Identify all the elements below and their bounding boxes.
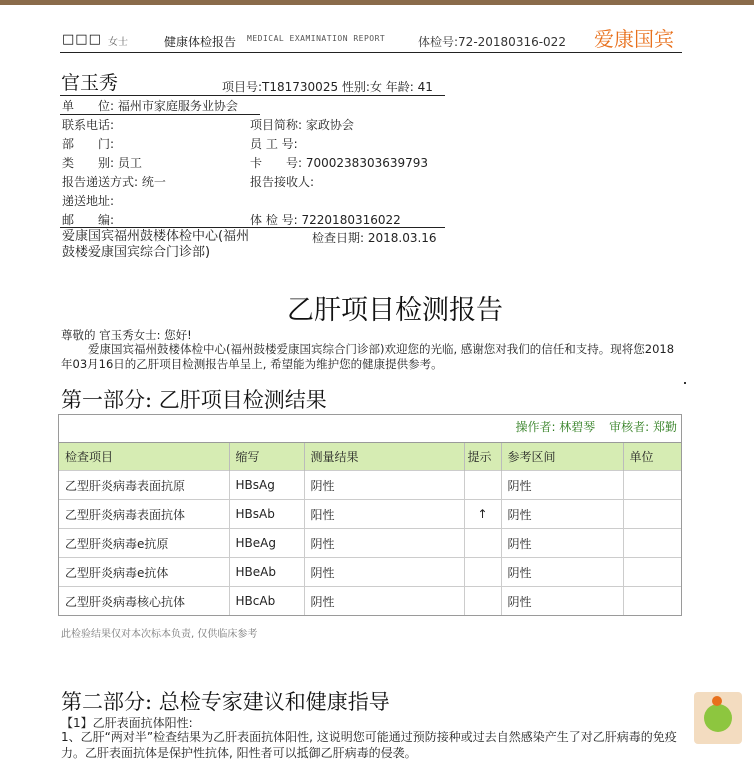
abbr-cell: HBcAb: [229, 587, 304, 616]
logo-orange-dot: [712, 696, 722, 706]
greeting: 尊敬的 官玉秀女士: 您好!: [61, 328, 192, 342]
patient-id: □□□: [62, 32, 102, 47]
type-row: [62, 154, 142, 171]
table-header-row: [59, 443, 681, 471]
examnum-row: [250, 211, 401, 228]
ref-cell: 阴性: [501, 471, 623, 500]
hint-cell: [464, 587, 501, 616]
col-hint-header: 提示: [464, 443, 501, 471]
abbr-cell: HBsAb: [229, 500, 304, 529]
unit-cell: [623, 500, 681, 529]
hint-cell: [464, 471, 501, 500]
unit-value: 福州市家庭服务业协会: [117, 99, 238, 113]
hint-up-arrow: ↑: [464, 500, 501, 529]
name-underline: [60, 95, 445, 96]
result-cell: 阴性: [304, 587, 464, 616]
unit-cell: [623, 529, 681, 558]
results-grid: [59, 443, 681, 615]
operators-bar: [59, 415, 681, 443]
result-cell: 阴性: [304, 529, 464, 558]
result-cell: 阴性: [304, 471, 464, 500]
table-row: [59, 558, 681, 587]
header-exam-number: 体检号:72-20180316-022: [418, 35, 566, 49]
table-row: [59, 471, 681, 500]
corner-logo-icon: [694, 692, 742, 744]
item-cell: 乙型肝炎病毒表面抗体: [59, 500, 229, 529]
item-cell: 乙型肝炎病毒核心抗体: [59, 587, 229, 616]
disclaimer-note: 此检验结果仅对本次标本负责, 仅供临床参考: [61, 629, 258, 640]
unit-cell: [623, 471, 681, 500]
result-cell: 阳性: [304, 500, 464, 529]
proj-abbr-label: 项目简称:: [250, 118, 303, 132]
examnum-label: 体 检 号:: [250, 213, 298, 227]
item-cell: 乙型肝炎病毒表面抗原: [59, 471, 229, 500]
type-value: 员工: [117, 156, 142, 170]
unit-cell: [623, 558, 681, 587]
unit-label: 单 位:: [62, 99, 115, 113]
logo-green-shape: [704, 704, 732, 732]
proj-abbr-value: 家政协会: [305, 118, 354, 132]
phone-label: 联系电话:: [62, 118, 115, 132]
check-date: 检查日期: 2018.03.16: [312, 231, 437, 245]
receiver-label: 报告接收人:: [250, 175, 315, 189]
reviewer: 审核者: 郑勤: [609, 420, 677, 434]
col-abbr-header: 缩写: [229, 443, 304, 471]
advice-heading: 【1】乙肝表面抗体阳性:: [61, 716, 193, 730]
col-ref-header: 参考区间: [501, 443, 623, 471]
patient-name: 官玉秀: [61, 72, 119, 94]
card-label: 卡 号:: [250, 156, 303, 170]
emp-label: 员 工 号:: [250, 137, 298, 151]
ref-cell: 阴性: [501, 529, 623, 558]
report-header: [60, 22, 682, 53]
abbr-cell: HBeAb: [229, 558, 304, 587]
results-table: [58, 414, 682, 616]
exam-center-name: 爱康国宾福州鼓楼体检中心(福州鼓楼爱康国宾综合门诊部): [62, 229, 250, 260]
unit-cell: [623, 587, 681, 616]
gender-label: 女士: [108, 37, 128, 48]
project-line: 项目号:T181730025 性别:女 年龄: 41: [222, 80, 433, 94]
hint-cell: [464, 558, 501, 587]
result-cell: 阴性: [304, 558, 464, 587]
table-row: [59, 587, 681, 616]
unit-row: [62, 97, 238, 114]
item-cell: 乙型肝炎病毒e抗体: [59, 558, 229, 587]
brand-logo-text: 爱康国宾: [594, 27, 674, 51]
table-row: [59, 529, 681, 558]
part2-title: 第二部分: 总检专家建议和健康指导: [61, 690, 390, 714]
report-title: 乙肝项目检测报告: [287, 295, 503, 326]
examnum-value: 7220180316022: [301, 213, 401, 227]
card-row: [250, 154, 428, 171]
col-item-header: 检查项目: [59, 443, 229, 471]
type-label: 类 别:: [62, 156, 115, 170]
ref-cell: 阴性: [501, 587, 623, 616]
col-result-header: 测量结果: [304, 443, 464, 471]
ref-cell: 阴性: [501, 500, 623, 529]
operator: 操作者: 林碧琴: [515, 420, 596, 434]
unit-underline: [60, 114, 260, 115]
proj-abbr-row: [250, 116, 354, 133]
card-value: 7000238303639793: [305, 156, 429, 170]
advice-text: 1、乙肝“两对半”检查结果为乙肝表面抗体阳性, 这说明您可能通过预防接种或过去自然感染产生了对乙肝病毒的免疫力。乙肝表面抗体是保护性抗体, 阳性者可以抵御乙肝病毒的侵袭。: [61, 730, 677, 760]
delivery-label: 报告递送方式:: [62, 175, 139, 189]
hint-cell: [464, 529, 501, 558]
abbr-cell: HBsAg: [229, 471, 304, 500]
abbr-cell: HBeAg: [229, 529, 304, 558]
report-type-title-en: MEDICAL EXAMINATION REPORT: [247, 34, 386, 43]
delivery-value: 统一: [141, 175, 166, 189]
dept-label: 部 门:: [62, 137, 115, 151]
ref-cell: 阴性: [501, 558, 623, 587]
top-color-bar: [0, 0, 754, 5]
postcode-label: 邮 编:: [62, 213, 115, 227]
report-type-title: 健康体检报告: [164, 35, 237, 49]
address-label: 递送地址:: [62, 194, 115, 208]
margin-mark: [684, 382, 686, 384]
delivery-row: [62, 173, 166, 190]
table-row: [59, 500, 681, 529]
intro-paragraph: 爱康国宾福州鼓楼体检中心(福州鼓楼爱康国宾综合门诊部)欢迎您的光临, 感谢您对我们的信任和支持。现将您2018年03月16日的乙肝项目检测报告单呈上, 希望能为维护您的健康提供参考。: [61, 342, 675, 371]
part1-title: 第一部分: 乙肝项目检测结果: [61, 388, 327, 412]
info-underline: [60, 227, 445, 228]
item-cell: 乙型肝炎病毒e抗原: [59, 529, 229, 558]
col-unit-header: 单位: [623, 443, 681, 471]
